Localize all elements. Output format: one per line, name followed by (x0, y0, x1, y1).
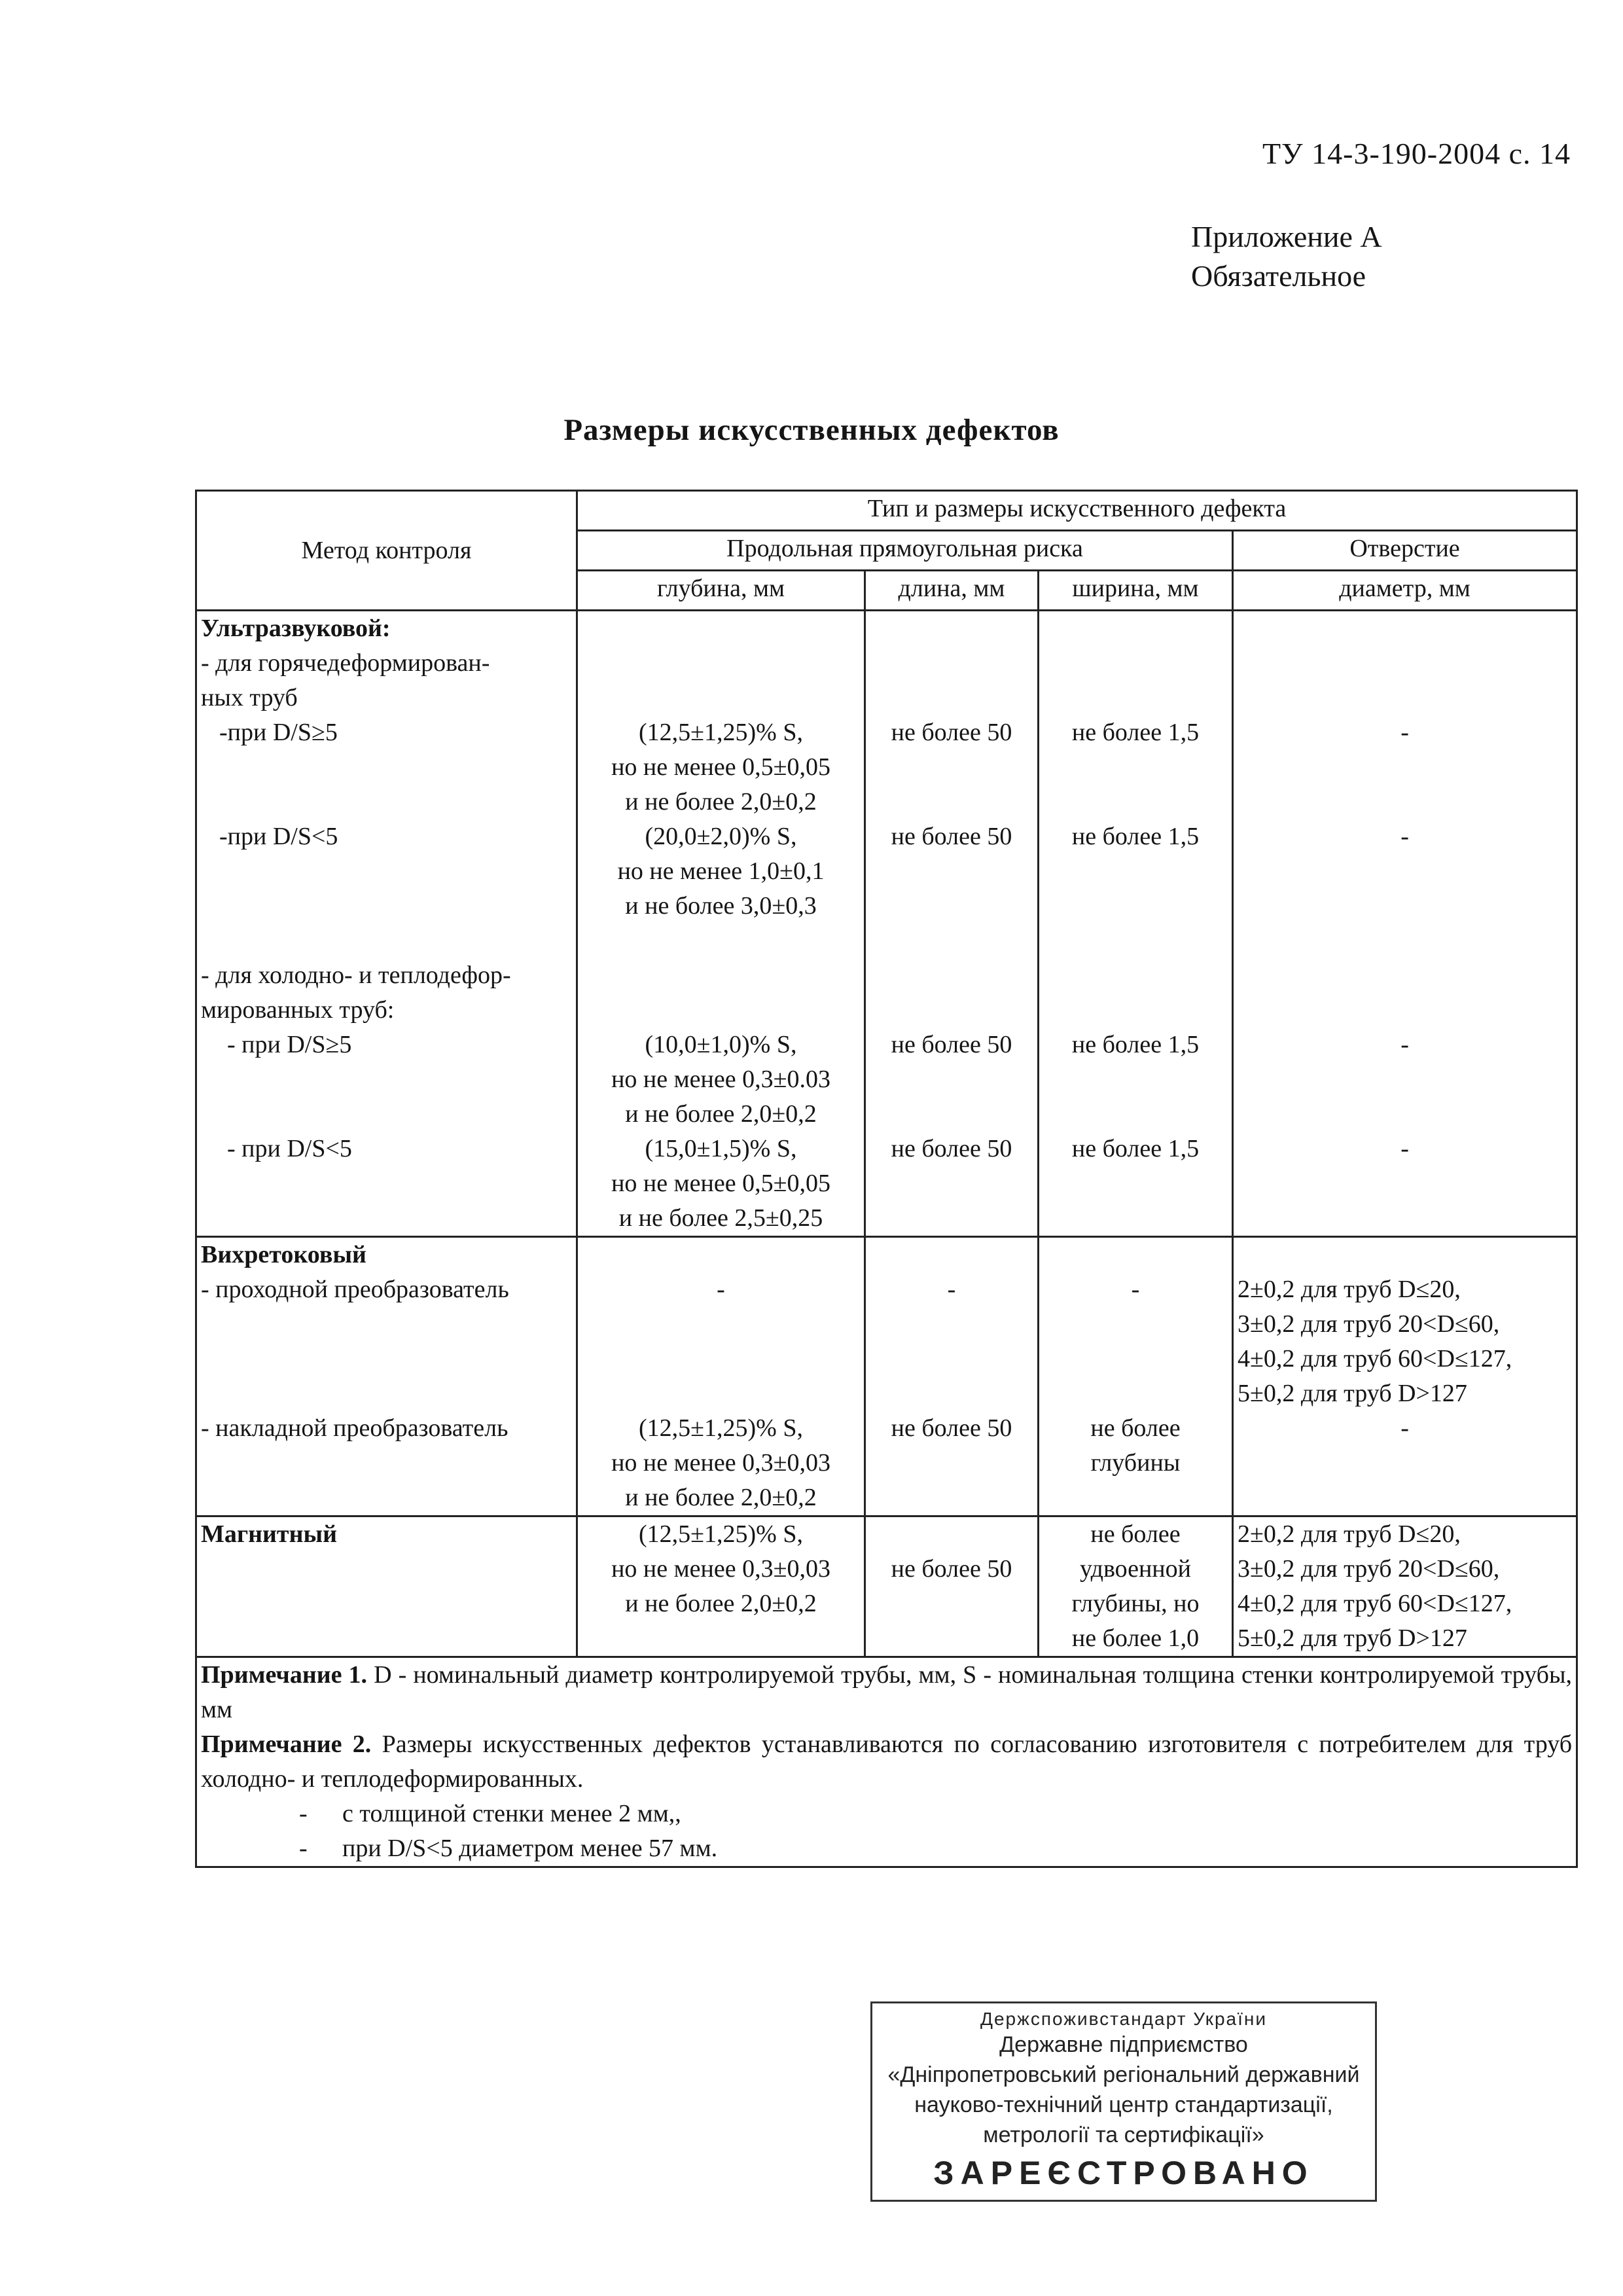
cell-depth-magnetic (577, 1516, 865, 1657)
hot-lt5-diameter: - (1400, 823, 1409, 850)
stamp-line-2: «Дніпропетровський регіональний державний (887, 2062, 1360, 2087)
stamp-registered: ЗАРЕЄСТРОВАНО (933, 2155, 1314, 2191)
cell-method-magnetic (196, 1516, 577, 1657)
hot-ge5-depth-2: но не менее 0,5±0,05 (611, 753, 830, 781)
table-row-eddy (196, 1237, 1577, 1516)
cold-lt5-diameter: - (1400, 1135, 1409, 1162)
cold-lt5-depth-2: но не менее 0,5±0,05 (611, 1170, 830, 1197)
cold-lt5-length: не более 50 (891, 1135, 1012, 1162)
label-through: - проходной преобразователь (201, 1276, 509, 1303)
note-1-label: Примечание 1. (201, 1661, 368, 1689)
overlay-depth-1: (12,5±1,25)% S, (639, 1414, 803, 1442)
cold-lt5-depth-3: и не более 2,5±0,25 (618, 1204, 823, 1232)
cell-length-ultrasonic (865, 611, 1039, 1237)
magnetic-width-1: не более (1090, 1520, 1181, 1548)
overlay-depth-2: но не менее 0,3±0,03 (611, 1449, 830, 1477)
note-2-text: Размеры искусственных дефектов устанавливаются по согласованию изготовителя с потребителем для труб холодно- и теплодеформированных. (201, 1731, 1573, 1793)
appendix-label (1191, 217, 1382, 296)
cell-depth-eddy (577, 1237, 865, 1516)
cold-ge5-diameter: - (1400, 1031, 1409, 1058)
hot-lt5-depth-3: и не более 3,0±0,3 (625, 892, 817, 920)
cold-ge5-width: не более 1,5 (1071, 1031, 1200, 1058)
table-row-magnetic (196, 1516, 1577, 1657)
hot-ge5-length: не более 50 (891, 719, 1012, 746)
overlay-width-1: не более (1090, 1414, 1181, 1442)
header-type-group: Тип и размеры искусственного дефекта (577, 491, 1577, 531)
cell-width-magnetic (1039, 1516, 1233, 1657)
cell-width-ultrasonic (1039, 611, 1233, 1237)
note-item-2-text: при D/S<5 диаметром менее 57 мм. (342, 1835, 718, 1862)
through-diameter-4: 5±0,2 для труб D>127 (1238, 1380, 1467, 1407)
header-depth: глубина, мм (577, 571, 865, 611)
hot-lt5-length: не более 50 (891, 823, 1012, 850)
magnetic-depth-2: но не менее 0,3±0,03 (611, 1555, 830, 1583)
magnetic-diameter-4: 5±0,2 для труб D>127 (1238, 1624, 1467, 1652)
cell-width-eddy (1039, 1237, 1233, 1516)
hot-ge5-width: не более 1,5 (1071, 719, 1200, 746)
hot-ge5-diameter: - (1400, 719, 1409, 746)
header-groove: Продольная прямоугольная риска (577, 531, 1233, 571)
note-1-text: D - номинальный диаметр контролируемой трубы, мм, S - номинальная толщина стенки контролируемой трубы, мм (201, 1661, 1573, 1723)
cell-length-eddy (865, 1237, 1039, 1516)
header-width: ширина, мм (1039, 571, 1233, 611)
label-hot-2: ных труб (201, 684, 298, 711)
section-title-magnetic: Магнитный (201, 1520, 338, 1548)
header-length: длина, мм (865, 571, 1039, 611)
label-cold-lt5: - при D/S<5 (227, 1135, 352, 1162)
label-hot-lt5: -при D/S<5 (219, 823, 338, 850)
cold-lt5-depth-1: (15,0±1,5)% S, (645, 1135, 797, 1162)
magnetic-diameter-3: 4±0,2 для труб 60<D≤127, (1238, 1590, 1512, 1617)
header-method: Метод контроля (196, 491, 577, 611)
magnetic-diameter-2: 3±0,2 для труб 20<D≤60, (1238, 1555, 1500, 1583)
header-hole: Отверстие (1233, 531, 1577, 571)
cell-depth-ultrasonic (577, 611, 865, 1237)
cold-lt5-width: не более 1,5 (1071, 1135, 1200, 1162)
note-item-2: - при D/S<5 диаметром менее 57 мм. (299, 1835, 718, 1862)
through-depth: - (717, 1276, 725, 1303)
note-item-1-text: с толщиной стенки менее 2 мм,, (342, 1800, 681, 1827)
label-cold-ge5: - при D/S≥5 (227, 1031, 352, 1058)
section-title-ultrasonic: Ультразвуковой: (201, 615, 391, 642)
magnetic-depth-3: и не более 2,0±0,2 (625, 1590, 817, 1617)
table-row-ultrasonic (196, 611, 1577, 1237)
cold-ge5-depth-1: (10,0±1,0)% S, (645, 1031, 797, 1058)
table-header-row-1 (196, 491, 1577, 531)
note-item-1: - с толщиной стенки менее 2 мм,, (299, 1800, 681, 1827)
table-notes-row (196, 1657, 1577, 1867)
cold-ge5-depth-3: и не более 2,0±0,2 (625, 1100, 817, 1128)
hot-lt5-width: не более 1,5 (1071, 823, 1200, 850)
appendix-status: Обязательное (1191, 259, 1366, 293)
overlay-width-2: глубины (1090, 1449, 1181, 1477)
cell-method-eddy (196, 1237, 577, 1516)
stamp-line-1: Державне підприємство (999, 2032, 1248, 2057)
cell-diameter-magnetic (1233, 1516, 1577, 1657)
notes-cell (196, 1657, 1577, 1867)
cold-ge5-depth-2: но не менее 0,3±0.03 (611, 1066, 830, 1093)
overlay-depth-3: и не более 2,0±0,2 (625, 1484, 817, 1511)
cell-diameter-ultrasonic (1233, 611, 1577, 1237)
overlay-diameter: - (1400, 1414, 1409, 1442)
note-1 (201, 1658, 1572, 1727)
stamp-line-3: науково-технічний центр стандартизації, (914, 2092, 1333, 2117)
note-2-label: Примечание 2. (201, 1731, 372, 1758)
magnetic-length: не более 50 (891, 1555, 1012, 1583)
registration-stamp (870, 2001, 1377, 2202)
magnetic-depth-1: (12,5±1,25)% S, (639, 1520, 803, 1548)
cold-ge5-length: не более 50 (891, 1031, 1012, 1058)
cell-method-ultrasonic (196, 611, 577, 1237)
document-code: ТУ 14-3-190-2004 с. 14 (1262, 137, 1571, 170)
cell-diameter-eddy (1233, 1237, 1577, 1516)
hot-lt5-depth-2: но не менее 1,0±0,1 (617, 857, 825, 885)
through-diameter-1: 2±0,2 для труб D≤20, (1238, 1276, 1461, 1303)
label-hot-ge5: -при D/S≥5 (219, 719, 338, 746)
hot-ge5-depth-3: и не более 2,0±0,2 (625, 788, 817, 816)
magnetic-diameter-1: 2±0,2 для труб D≤20, (1238, 1520, 1461, 1548)
magnetic-width-2: удвоенной (1080, 1555, 1191, 1583)
through-diameter-3: 4±0,2 для труб 60<D≤127, (1238, 1345, 1512, 1372)
magnetic-width-4: не более 1,0 (1071, 1624, 1200, 1652)
label-overlay: - накладной преобразователь (201, 1414, 508, 1442)
magnetic-width-3: глубины, но (1071, 1590, 1200, 1617)
through-diameter-2: 3±0,2 для труб 20<D≤60, (1238, 1310, 1500, 1338)
label-cold-1: - для холодно- и теплодефор- (201, 961, 511, 989)
cell-length-magnetic (865, 1516, 1039, 1657)
overlay-length: не более 50 (891, 1414, 1012, 1442)
stamp-line-4: метрології та сертифікації» (983, 2123, 1264, 2147)
page-title: Размеры искусственных дефектов (563, 413, 1060, 447)
header-diameter: диаметр, мм (1233, 571, 1577, 611)
appendix-title: Приложение А (1191, 220, 1382, 253)
through-length: - (947, 1276, 956, 1303)
through-width: - (1131, 1276, 1140, 1303)
stamp-org: Держспоживстандарт України (980, 2009, 1267, 2029)
label-cold-2: мированных труб: (201, 996, 395, 1024)
label-hot-1: - для горячедеформирован- (201, 649, 490, 677)
note-2 (201, 1727, 1572, 1797)
hot-ge5-depth-1: (12,5±1,25)% S, (639, 719, 803, 746)
defects-table (195, 490, 1578, 1868)
section-title-eddy: Вихретоковый (201, 1241, 366, 1268)
hot-lt5-depth-1: (20,0±2,0)% S, (645, 823, 797, 850)
